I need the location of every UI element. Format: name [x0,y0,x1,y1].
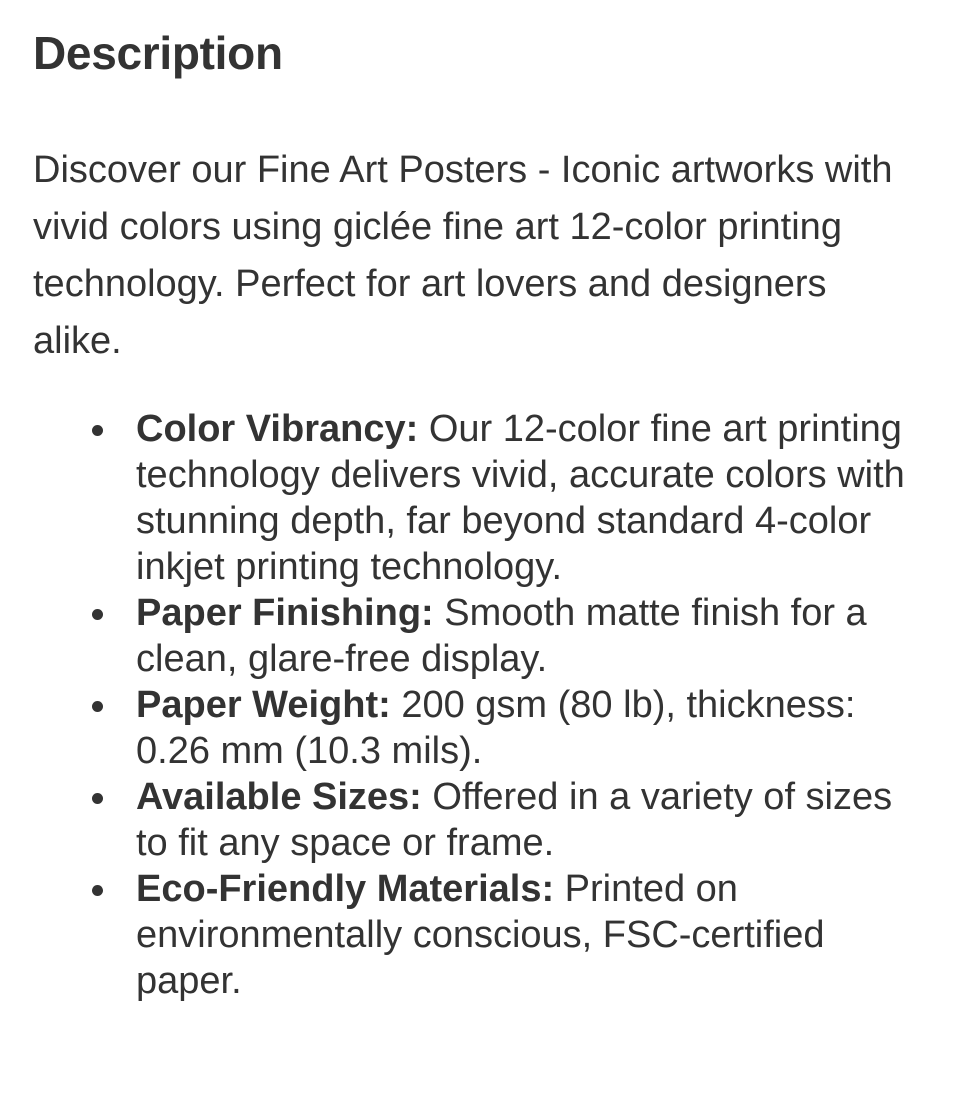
description-intro: Discover our Fine Art Posters - Iconic artworks with vivid colors using giclée fine art 12-color printing technology. Perfect for art lovers and designers alike. [33,149,893,362]
feature-title: Eco-Friendly Materials: [136,868,555,910]
feature-item-eco-friendly-materials [33,866,928,1004]
feature-title: Paper Weight: [136,684,391,726]
bullet-icon [92,793,103,804]
feature-item-paper-weight [33,682,928,774]
bullet-icon [92,885,103,896]
bullet-icon [92,609,103,620]
feature-text: 200 gsm (80 lb), thickness: 0.26 mm (10.3 mils). [136,684,856,772]
feature-item-color-vibrancy [33,406,928,590]
feature-text: Our 12-color fine art printing technology delivers vivid, accurate colors with stunning depth, far beyond standard 4-color inkjet printing technology. [136,408,905,588]
feature-list [33,406,928,1004]
feature-item-available-sizes [33,774,928,866]
feature-text: Offered in a variety of sizes to fit any space or frame. [136,776,893,864]
feature-title: Paper Finishing: [136,592,434,634]
feature-title: Color Vibrancy: [136,408,419,450]
description-heading: Description [33,27,283,79]
feature-text: Smooth matte finish for a clean, glare-free display. [136,592,867,680]
feature-item-paper-finishing [33,590,928,682]
bullet-icon [92,701,103,712]
feature-text: Printed on environmentally conscious, FSC-certified paper. [136,868,825,1002]
feature-title: Available Sizes: [136,776,422,818]
bullet-icon [92,425,103,436]
